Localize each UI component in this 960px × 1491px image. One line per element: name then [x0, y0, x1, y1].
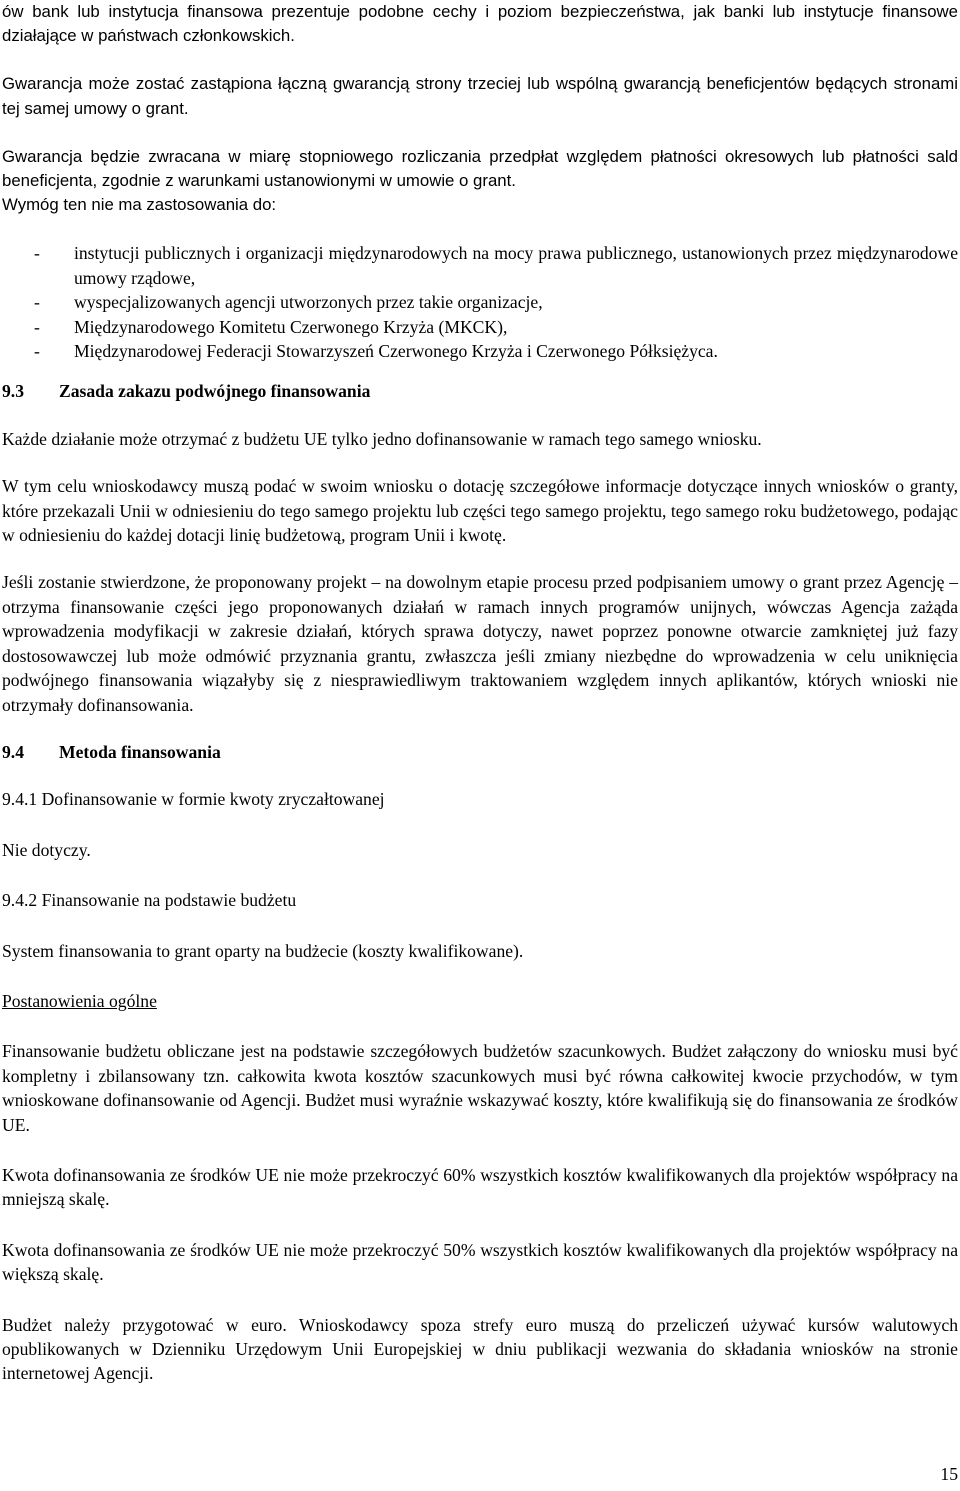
- section-number: 9.3: [2, 381, 24, 402]
- section-heading-9-3: [2, 379, 958, 403]
- section-heading-9-4: [2, 740, 958, 764]
- subsection-heading-9-4-2: 9.4.2 Finansowanie na podstawie budżetu: [2, 890, 297, 911]
- list-dash: -: [34, 316, 40, 337]
- paragraph-double-funding: Jeśli zostanie stwierdzone, że proponowany projekt – na dowolnym etapie procesu przed podpisaniem umowy o grant przez Agencję – otrzyma finansowanie części jego proponowanych działań w ramach innych programów unijnych, wówczas Agencja zażąda wprowadzenia modyfikacji w zakresie działań, których sprawa dotyczy, nawet poprzez ponowne otwarcie zamkniętej już fazy dostosowawczej lub może odmówić przyznania grantu, zwłaszcza jeśli zmiany niezbędne do wprowadzenia w celu uniknięcia podwójnego finansowania wiązałyby się z niesprawiedliwym traktowaniem względem innych aplikantów, których wnioski nie otrzymały dofinansowania.: [2, 572, 958, 715]
- paragraph-large-scale-limit: Kwota dofinansowania ze środków UE nie może przekroczyć 50% wszystkich kosztów kwalifikowanych dla projektów współpracy na większą skalę.: [2, 1239, 958, 1285]
- paragraph-not-applicable: Nie dotyczy.: [2, 839, 91, 860]
- section-title: Metoda finansowania: [59, 741, 221, 762]
- paragraph-bank-guarantee: ów bank lub instytucja finansowa prezentuje podobne cechy i poziom bezpieczeństwa, jak banki lub instytucje finansowe działające w państwach członkowskich.: [2, 2, 958, 46]
- list-dash: -: [34, 292, 40, 313]
- general-provisions-heading: Postanowienia ogólne: [2, 990, 157, 1011]
- list-item: - wyspecjalizowanych agencji utworzonych przez takie organizacje,: [2, 290, 958, 314]
- paragraph-small-scale-limit: Kwota dofinansowania ze środków UE nie może przekroczyć 60% wszystkich kosztów kwalifikowanych dla projektów współpracy na mniejszą skalę.: [2, 1164, 958, 1210]
- section-title: Zasada zakazu podwójnego finansowania: [59, 381, 371, 402]
- list-item: - Międzynarodowego Komitetu Czerwonego Krzyża (MKCK),: [2, 315, 958, 339]
- exemption-list: [2, 241, 958, 363]
- list-dash: -: [34, 341, 40, 362]
- paragraph-budget-currency: Budżet należy przygotować w euro. Wnioskodawcy spoza strefy euro muszą do przeliczeń używać kursów walutowych opublikowanych w Dzienniku Urzędowym Unii Europejskiej w dniu publikacji wezwania do składania wniosków na stronie internetowej Agencji.: [2, 1314, 958, 1384]
- section-number: 9.4: [2, 741, 24, 762]
- list-item: - Międzynarodowej Federacji Stowarzyszeń Czerwonego Krzyża i Czerwonego Półksiężyca.: [2, 339, 958, 363]
- paragraph-single-funding: Każde działanie może otrzymać z budżetu UE tylko jedno dofinansowanie w ramach tego samego wniosku.: [2, 428, 762, 449]
- paragraph-guarantee-return: [2, 145, 958, 218]
- paragraph-applicant-info: W tym celu wnioskodawcy muszą podać w swoim wniosku o dotację szczegółowe informacje dotyczące innych wniosków o granty, które przekazali Unii w odniesieniu do tego samego projektu lub części tego samego projektu, tego samego roku budżetowego, podając w odniesieniu do każdej dotacji linię budżetową, program Unii i kwotę.: [2, 476, 958, 546]
- paragraph-funding-system: System finansowania to grant oparty na budżecie (koszty kwalifikowane).: [2, 940, 524, 961]
- list-item: - instytucji publicznych i organizacji międzynarodowych na mocy prawa publicznego, ustanowionych przez międzynarodowe umowy rządowe,: [34, 243, 958, 288]
- guarantee-return-text: Gwarancja będzie zwracana w miarę stopniowego rozliczania przedpłat względem płatności okresowych lub płatności sald beneficjenta, zgodnie z warunkami ustanowionymi w umowie o grant.: [2, 146, 958, 191]
- document-page: [2, 0, 958, 1386]
- paragraph-joint-guarantee: Gwarancja może zostać zastąpiona łączną gwarancją strony trzeciej lub wspólną gwarancją beneficjentów będących stronami tej samej umowy o grant.: [2, 74, 958, 118]
- page-number: 15: [940, 1464, 958, 1484]
- subsection-heading-9-4-1: 9.4.1 Dofinansowanie w formie kwoty zryczałtowanej: [2, 789, 385, 810]
- requirement-exemption-intro: Wymóg ten nie ma zastosowania do:: [2, 195, 277, 215]
- paragraph-budget-calculation: Finansowanie budżetu obliczane jest na podstawie szczegółowych budżetów szacunkowych. Budżet załączony do wniosku musi być kompletny i zbilansowany tzn. całkowita kwota kosztów szacunkowych musi być równa całkowitej kwocie przychodów, w tym wnioskowane dofinansowanie od Agencji. Budżet musi wyraźnie wskazywać koszty, które kwalifikują się do finansowania ze środków UE.: [2, 1041, 958, 1135]
- list-dash: -: [34, 243, 40, 264]
